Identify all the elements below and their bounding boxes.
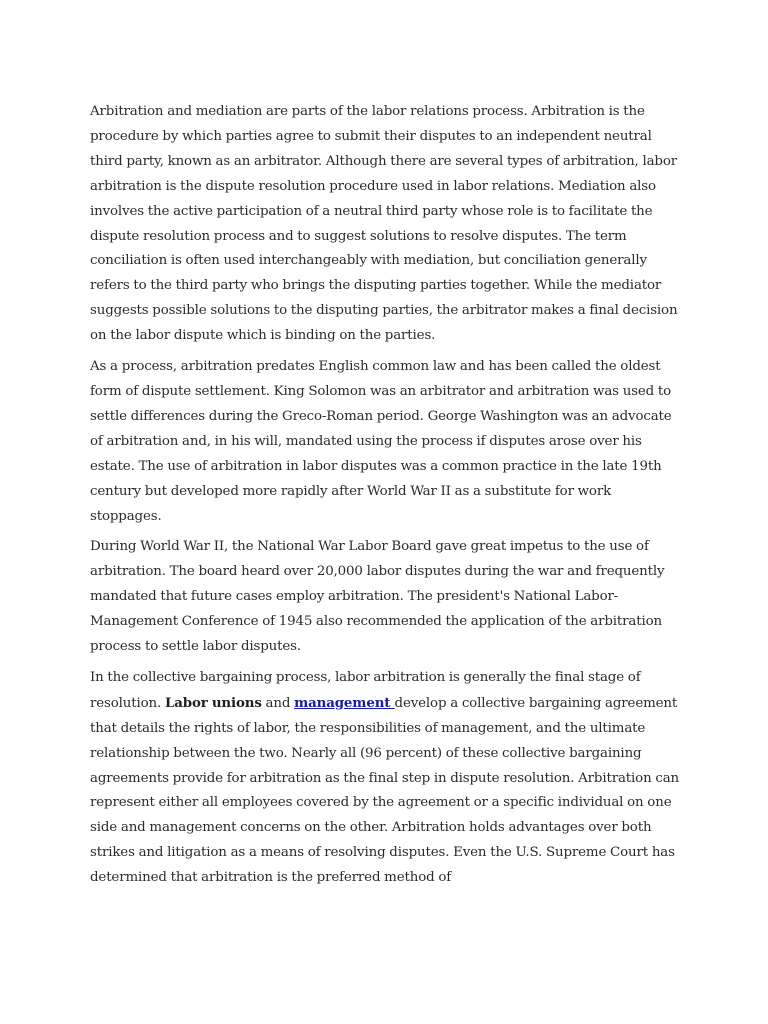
paragraph-world-war-ii: During World War II, the National War Labor Board gave great impetus to the use of arbitration. The board heard over 20,000 labor disputes during the war and frequently mandated that future cases employ arbitration. The president's National Labor-Management Conference of 1945 also recommended the application of the arbitration process to settle labor disputes.: [90, 539, 665, 655]
management-link[interactable]: management: [294, 694, 395, 711]
paragraph-collective-bargaining: [90, 666, 680, 891]
paragraph-rest-text: develop a collective bargaining agreement that details the rights of labor, the responsibilities of management, and the ultimate relationship between the two. Nearly all (96 percent) of these collective bargaining agreements provide for arbitration as the final step in dispute resolution. Arbitration can represent either all employees covered by the agreement or a specific individual on one side and management concerns on the other. Arbitration holds advantages over both strikes and litigation as a means of resolving disputes. Even the U.S. Supreme Court has determined that arbitration is the preferred method of: [90, 695, 680, 886]
paragraph-arbitration-mediation: Arbitration and mediation are parts of the labor relations process. Arbitration is the procedure by which parties agree to submit their disputes to an independent neutral third party, known as an arbitrator. Although there are several types of arbitration, labor arbitration is the dispute resolution procedure used in labor relations. Mediation also involves the active participation of a neutral third party whose role is to facilitate the dispute resolution process and to suggest solutions to resolve disputes. The term conciliation is often used interchangeably with mediation, but conciliation generally refers to the third party who brings the disputing parties together. While the mediator suggests possible solutions to the disputing parties, the arbitrator makes a final decision on the labor dispute which is binding on the parties.: [90, 104, 678, 344]
paragraph-intro-text: In the collective bargaining process, labor arbitration is generally the final stage of resolution.: [90, 669, 641, 711]
paragraph-history: As a process, arbitration predates English common law and has been called the oldest form of dispute settlement. King Solomon was an arbitrator and arbitration was used to settle differences during the Greco-Roman period. George Washington was an advocate of arbitration and, in his will, mandated using the process if disputes arose over his estate. The use of arbitration in labor disputes was a common practice in the late 19th century but developed more rapidly after World War II as a substitute for work stoppages.: [90, 359, 672, 524]
labor-unions-term: Labor unions: [164, 694, 262, 711]
document-body: [90, 100, 680, 897]
connector-text: and: [261, 695, 295, 711]
